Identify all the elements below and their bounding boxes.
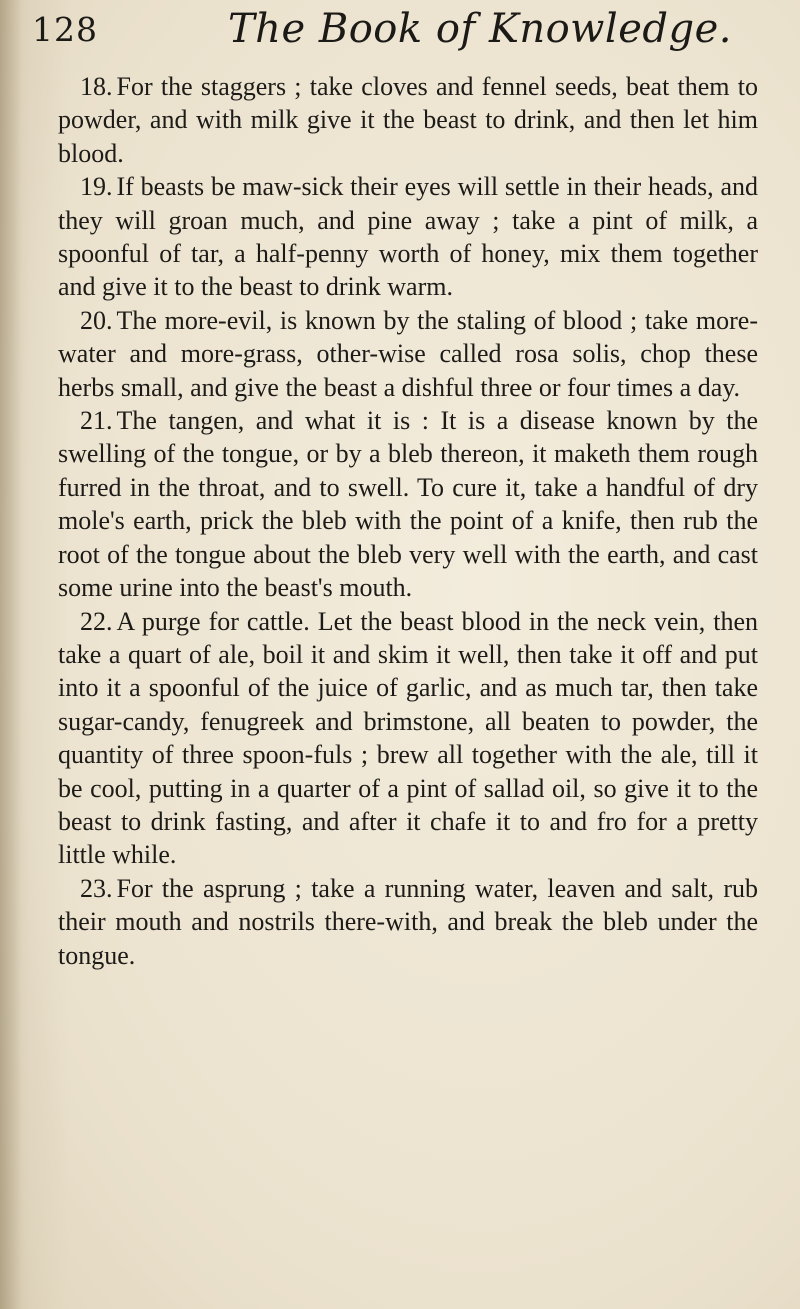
paragraph-18 bbox=[58, 70, 758, 170]
page-number: 128 bbox=[32, 10, 98, 49]
page-gutter-shadow bbox=[0, 0, 22, 1309]
paragraph-text: A purge for cattle. Let the beast blood in the neck vein, then take a quart of ale, boil it and skim it well, then take it off and put into it a spoonful of the juice of garlic, and as much tar, then take sugar-candy, fenugreek and brimstone, all beaten to powder, the quantity of three spoon-fuls ; brew all together with the ale, till it be cool, putting in a quarter of a pint of sallad oil, so give it to the beast to drink fasting, and after it chafe it to and fro for a pretty little while. bbox=[58, 606, 758, 870]
page-header bbox=[0, 6, 800, 62]
running-title: The Book of Knowledge. bbox=[228, 6, 732, 52]
body-text bbox=[58, 70, 758, 972]
paragraph-text: The tangen, and what it is : It is a disease known by the swelling of the tongue, or by a bleb thereon, it maketh them rough furred in the throat, and to swell. To cure it, take a handful of dry mole's earth, prick the bleb with the point of a knife, then rub the root of the tongue about the bleb very well with the earth, and cast some urine into the beast's mouth. bbox=[58, 406, 758, 603]
paragraph-text: If beasts be maw-sick their eyes will settle in their heads, and they will groan much, and pine away ; take a pint of milk, a spoonful of tar, a half-penny worth of honey, mix them together and give it to the beast to drink warm. bbox=[58, 172, 758, 302]
paragraph-number: 19. bbox=[80, 172, 113, 202]
paragraph-number: 20. bbox=[80, 305, 113, 335]
paragraph-20 bbox=[58, 304, 758, 404]
paragraph-number: 18. bbox=[80, 72, 113, 101]
paragraph-number: 23. bbox=[80, 873, 113, 903]
paragraph-text: For the staggers ; take cloves and fennel seeds, beat them to powder, and with milk give it the beast to drink, and then let him blood. bbox=[58, 72, 758, 168]
paragraph-23 bbox=[58, 872, 758, 972]
paragraph-22 bbox=[58, 605, 758, 872]
paragraph-number: 21. bbox=[80, 406, 113, 436]
paragraph-19 bbox=[58, 170, 758, 304]
paragraph-21 bbox=[58, 404, 758, 604]
paragraph-text: The more-evil, is known by the staling of blood ; take more-water and more-grass, other-wise called rosa solis, chop these herbs small, and give the beast a dishful three or four times a day. bbox=[58, 305, 758, 402]
paragraph-text: For the asprung ; take a running water, leaven and salt, rub their mouth and nostrils there-with, and break the bleb under the tongue. bbox=[58, 873, 758, 970]
paragraph-number: 22. bbox=[80, 606, 113, 636]
